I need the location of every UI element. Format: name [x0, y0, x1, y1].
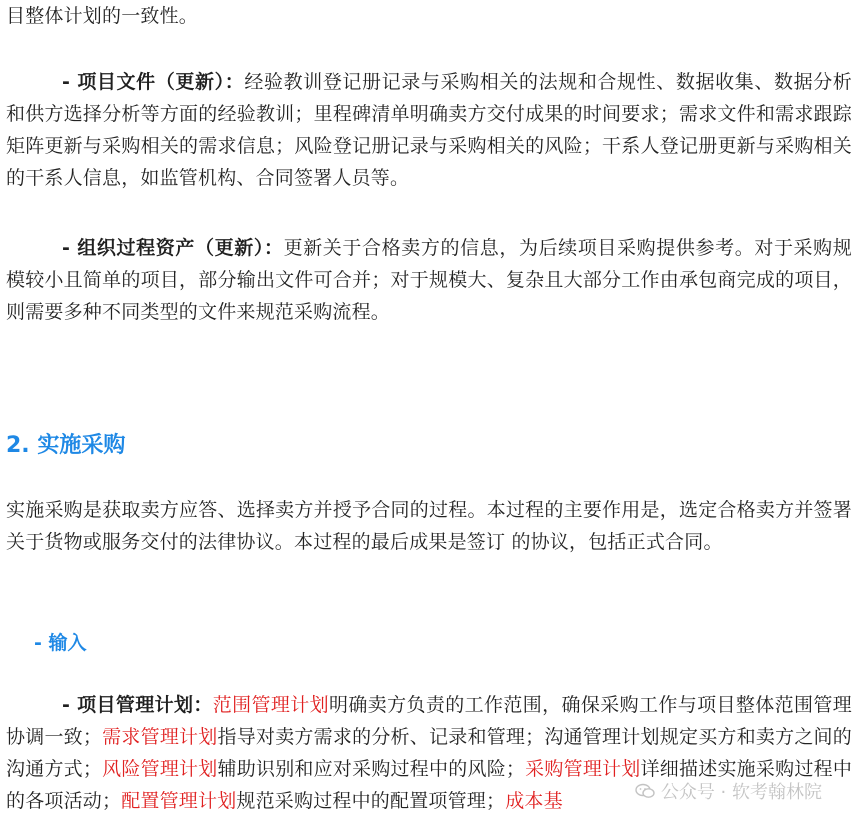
- org-assets-text: 更新关于合格卖方的信息，为后续项目采购提供参考。对于采购规模较小且简单的项目，部分输出文件可合并；对于规模大、复杂且大部分工作由承包商完成的项目，则需要多种不同类型的文件来规范采购流程。: [6, 237, 852, 323]
- pm-plan-text-2: 指导对卖方需求的分析、记录和管理；沟通管理计划规定买方和卖方之间的沟通方式；: [6, 726, 852, 780]
- pm-plan-label: - 项目管理计划：: [62, 694, 213, 716]
- org-assets-label: - 组织过程资产（更新）：: [62, 237, 284, 259]
- section-paragraph: 实施采购是获取卖方应答、选择卖方并授予合同的过程。本过程的主要作用是，选定合格卖方并签署关于货物或服务交付的法律协议。本过程的最后成果是签订 的协议，包括正式合同。: [6, 499, 852, 553]
- wechat-icon: [635, 783, 655, 799]
- pm-plan-text-4: 详细描述实施采购过程中的各项活动；: [6, 758, 853, 812]
- project-docs-paragraph: [6, 66, 852, 194]
- watermark: [635, 778, 822, 804]
- pm-plan-text-3: 辅助识别和应对采购过程中的风险；: [217, 758, 526, 780]
- scope-plan-link[interactable]: 范围管理计划: [212, 694, 329, 716]
- inputs-heading: - 输入: [34, 632, 87, 654]
- org-assets-paragraph: [6, 232, 852, 328]
- config-plan-link[interactable]: 配置管理计划: [121, 790, 237, 812]
- pm-plan-text-5: 规范采购过程中的配置项管理；: [236, 790, 506, 812]
- procurement-plan-link[interactable]: 采购管理计划: [525, 758, 641, 780]
- intro-tail-text: 目整体计划的一致性。: [6, 5, 199, 27]
- project-docs-label: - 项目文件（更新）：: [62, 71, 245, 93]
- cost-baseline-link[interactable]: 成本基: [505, 790, 563, 812]
- requirements-plan-link[interactable]: 需求管理计划: [102, 726, 218, 748]
- section-heading: 2. 实施采购: [6, 433, 126, 458]
- risk-plan-link[interactable]: 风险管理计划: [102, 758, 218, 780]
- watermark-text: 公众号 · 软考翰林院: [660, 782, 822, 803]
- project-docs-text: 经验教训登记册记录与采购相关的法规和合规性、数据收集、数据分析和供方选择分析等方面的经验教训；里程碑清单明确卖方交付成果的时间要求；需求文件和需求跟踪矩阵更新与采购相关的需求信息；风险登记册记录与采购相关的风险；干系人登记册更新与采购相关的干系人信息，如监管机构、合同签署人员等。: [6, 71, 853, 189]
- pm-plan-text-1: 明确卖方负责的工作范围，确保采购工作与项目整体范围管理协调一致；: [6, 694, 852, 748]
